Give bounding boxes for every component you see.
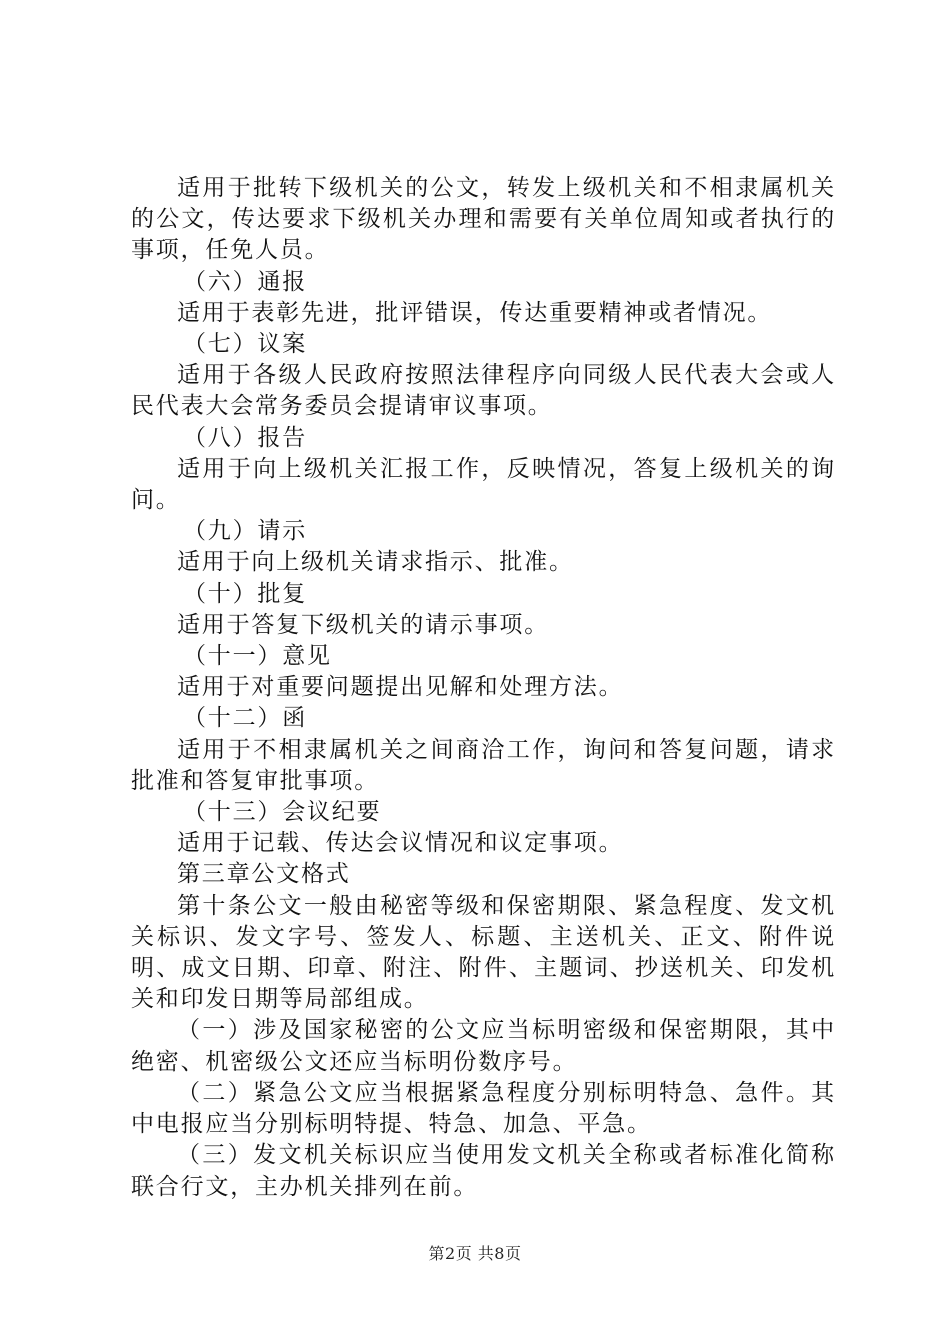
chapter-heading: 第三章公文格式 <box>177 861 351 888</box>
article-paragraph: 第十条公文一般由秘密等级和保密期限、紧急程度、发文机关标识、发文字号、签发人、标题、主送机关、正文、附件说明、成文日期、印章、附注、附件、主题词、抄送机关、印发机关和印发日期等局部组成。 <box>131 892 836 1013</box>
section-heading: （九）请示 <box>183 518 307 545</box>
document-body <box>131 173 836 1203</box>
paragraph: 适用于答复下级机关的请示事项。 <box>177 611 549 638</box>
section-heading: （十一）意见 <box>183 643 332 670</box>
paragraph: 适用于对重要问题提出见解和处理方法。 <box>177 674 624 701</box>
section-heading: （八）报告 <box>183 424 307 451</box>
paragraph: 适用于各级人民政府按照法律程序向同级人民代表大会或人民代表大会常务委员会提请审议事项。 <box>131 362 836 420</box>
paragraph: 适用于记载、传达会议情况和议定事项。 <box>177 830 624 857</box>
page-footer <box>0 1241 950 1264</box>
section-heading: （六）通报 <box>183 268 307 295</box>
section-heading: （十二）函 <box>183 705 307 732</box>
paragraph: 适用于向上级机关请求指示、批准。 <box>177 549 574 576</box>
paragraph: （二）紧急公文应当根据紧急程度分别标明特急、急件。其中电报应当分别标明特提、特急、加急、平急。 <box>131 1079 836 1138</box>
page-number: 第2页 共8页 <box>428 1244 522 1263</box>
section-heading: （十三）会议纪要 <box>183 799 382 826</box>
paragraph: 适用于表彰先进，批评错误，传达重要精神或者情况。 <box>177 299 773 326</box>
paragraph: 适用于批转下级机关的公文，转发上级机关和不相隶属机关的公文，传达要求下级机关办理和需要有关单位周知或者执行的事项，任免人员。 <box>131 175 836 264</box>
paragraph: 适用于向上级机关汇报工作，反映情况，答复上级机关的询问。 <box>131 455 836 514</box>
section-heading: （七）议案 <box>183 331 307 358</box>
paragraph: （一）涉及国家秘密的公文应当标明密级和保密期限，其中绝密、机密级公文还应当标明份数序号。 <box>131 1017 836 1075</box>
section-heading: （十）批复 <box>183 580 307 607</box>
paragraph: 适用于不相隶属机关之间商洽工作，询问和答复问题，请求批准和答复审批事项。 <box>131 736 836 794</box>
paragraph: （三）发文机关标识应当使用发文机关全称或者标准化简称联合行文，主办机关排列在前。 <box>131 1142 836 1200</box>
